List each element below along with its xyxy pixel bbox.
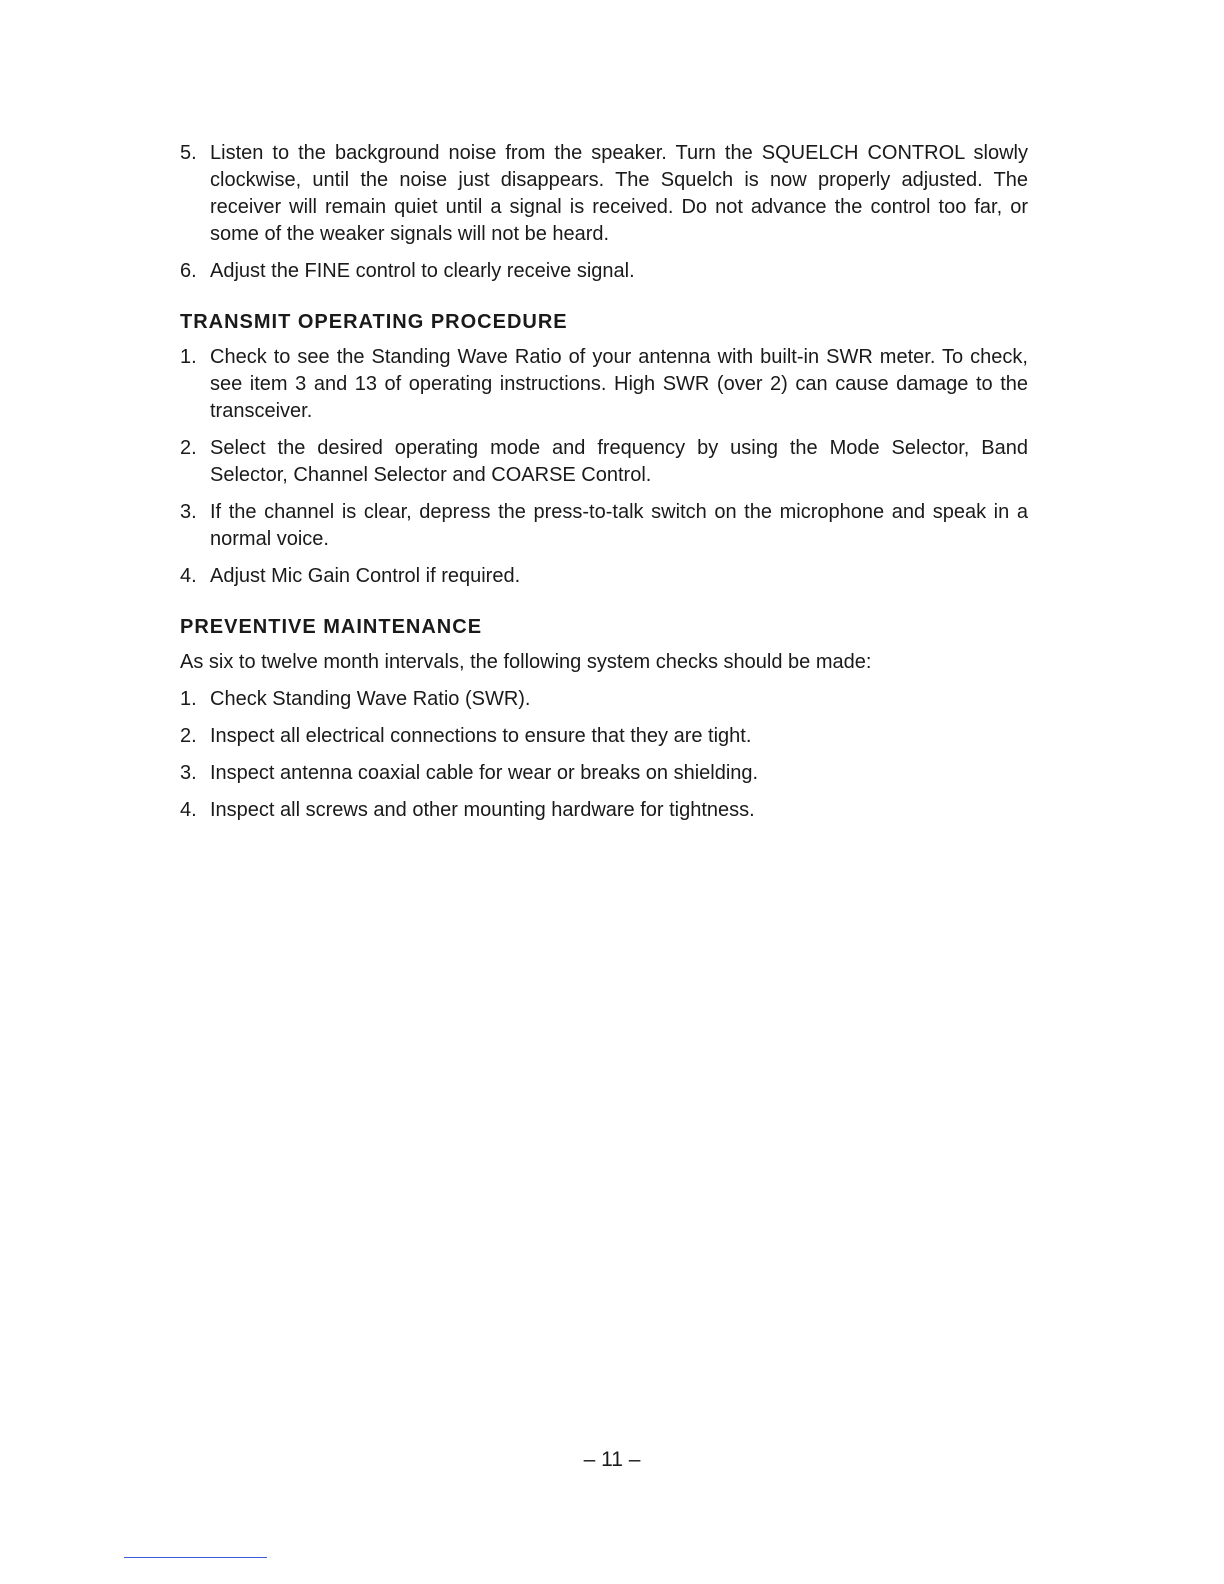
step-number: 2. [180,725,197,747]
step-number: 3. [180,762,197,784]
maintenance-intro: As six to twelve month intervals, the following system checks should be made: [180,651,872,673]
step-number: 5. [180,142,197,164]
step-text: Inspect all screws and other mounting hardware for tightness. [210,799,755,821]
step-number: 2. [180,437,197,459]
step-text: Check to see the Standing Wave Ratio of your antenna with built-in SWR meter. To check, see item 3 and 13 of operating instructions. High SWR (over 2) can cause damage to the transceiver. [210,346,1028,422]
step-text: Inspect antenna coaxial cable for wear or breaks on shielding. [210,762,759,784]
step-text: Select the desired operating mode and frequency by using the Mode Selector, Band Selector, Channel Selector and COARSE Control. [210,437,1028,486]
step-text: If the channel is clear, depress the press-to-talk switch on the microphone and speak in a normal voice. [210,501,1028,550]
transmit-step-3 [180,499,1028,553]
transmit-heading: TRANSMIT OPERATING PROCEDURE [180,311,568,333]
step-number: 1. [180,688,197,710]
maintenance-step-1 [180,686,1028,713]
step-number: 4. [180,799,197,821]
step-text: Check Standing Wave Ratio (SWR). [210,688,531,710]
step-text: Listen to the background noise from the speaker. Turn the SQUELCH CONTROL slowly clockwise, until the noise just disappears. The Squelch is now properly adjusted. The receiver will remain quiet until a signal is received. Do not advance the control too far, or some of the weaker signals will not be heard. [210,142,1028,245]
transmit-step-2 [180,435,1028,489]
decorative-rule [124,1557,267,1558]
receive-step-6 [180,258,1028,285]
step-number: 1. [180,346,197,368]
step-text: Adjust the FINE control to clearly receive signal. [210,260,635,282]
page-content [180,140,1028,834]
maintenance-step-3 [180,760,1028,787]
step-number: 4. [180,565,197,587]
maintenance-heading: PREVENTIVE MAINTENANCE [180,616,483,638]
step-number: 3. [180,501,197,523]
step-text: Adjust Mic Gain Control if required. [210,565,521,587]
receive-step-5 [180,140,1028,248]
step-text: Inspect all electrical connections to ensure that they are tight. [210,725,752,747]
transmit-step-4 [180,563,1028,590]
transmit-step-1 [180,344,1028,425]
maintenance-step-4 [180,797,1028,824]
step-number: 6. [180,260,197,282]
maintenance-step-2 [180,723,1028,750]
page-number: – 11 – [583,1448,641,1471]
